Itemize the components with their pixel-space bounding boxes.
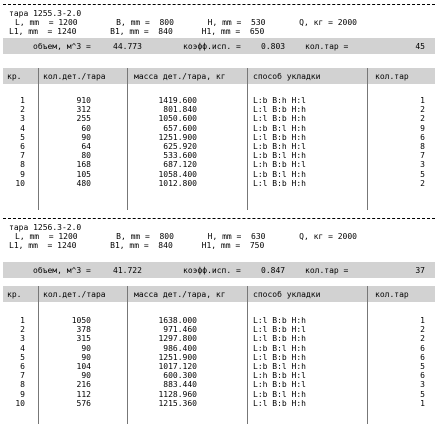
cell-crate: 9: [20, 389, 25, 399]
cell-parts-count: 80: [81, 151, 91, 161]
cell-crate: 7: [20, 371, 25, 381]
cell-container-count: 6: [420, 343, 425, 353]
coef-value: 0.803: [261, 42, 286, 51]
cell-parts-count: 90: [81, 352, 91, 362]
cell-container-count: 6: [420, 371, 425, 381]
table-row: [3, 105, 435, 114]
header-crate: кр.: [7, 290, 22, 299]
table-row: [3, 96, 435, 105]
cell-parts-count: 104: [76, 362, 91, 371]
table-row: [3, 142, 435, 151]
table-row: [3, 133, 435, 142]
cell-crate: 1: [20, 96, 25, 105]
container-block-2: [3, 218, 435, 423]
coef-label: коэфф.исп. =: [183, 42, 241, 51]
cell-crate: 5: [20, 352, 25, 362]
cell-parts-count: 312: [76, 105, 91, 115]
dimensions-line-1: L, mm = 1200 B, mm = 800 H, mm = 630 Q, кг = 2000: [15, 232, 357, 241]
cell-crate: 7: [20, 151, 25, 161]
container-block-1: [3, 4, 435, 209]
cell-mass: 1017.120: [158, 362, 197, 371]
table-row: [3, 362, 435, 371]
cell-mass: 1215.360: [158, 398, 197, 408]
coef-label: коэфф.исп. =: [183, 266, 241, 275]
cell-crate: 9: [20, 169, 25, 179]
cell-crate: 3: [20, 114, 25, 124]
cell-packing-method: L:h B:b H:l: [253, 160, 306, 170]
cell-packing-method: L:b B:l H:h: [253, 123, 306, 133]
cell-parts-count: 90: [81, 371, 91, 381]
count-value: 45: [415, 42, 425, 51]
cell-crate: 10: [15, 398, 25, 408]
cell-packing-method: L:l B:b H:h: [253, 398, 306, 408]
header-packing-method: способ укладки: [253, 290, 321, 299]
table-row: [3, 325, 435, 334]
table-row: [3, 344, 435, 353]
cell-packing-method: L:h B:b H:l: [253, 371, 306, 381]
header-packing-method: способ укладки: [253, 72, 321, 81]
volume-label: объем, м^3 =: [33, 266, 91, 275]
cell-crate: 4: [20, 343, 25, 353]
cell-packing-method: L:l B:b H:h: [253, 334, 306, 344]
cell-packing-method: L:b B:l H:h: [253, 343, 306, 353]
header-container-count: кол.тар: [375, 72, 409, 81]
cell-container-count: 1: [420, 96, 425, 105]
header-parts-per-container: кол.дет./тара: [43, 290, 106, 299]
cell-packing-method: L:l B:b H:h: [253, 178, 306, 188]
cell-mass: 801.840: [163, 105, 197, 115]
cell-crate: 6: [20, 362, 25, 371]
cell-mass: 1050.600: [158, 114, 197, 124]
cell-container-count: 2: [420, 105, 425, 115]
cell-crate: 2: [20, 105, 25, 115]
cell-mass: 533.600: [163, 151, 197, 161]
cell-container-count: 8: [420, 142, 425, 151]
dimensions-line-1: L, mm = 1200 B, mm = 800 H, mm = 530 Q, кг = 2000: [15, 18, 357, 27]
cell-container-count: 1: [420, 398, 425, 408]
cell-mass: 986.400: [163, 343, 197, 353]
cell-parts-count: 576: [76, 398, 91, 408]
cell-container-count: 5: [420, 169, 425, 179]
cell-mass: 883.440: [163, 380, 197, 390]
header-container-count: кол.тар: [375, 290, 409, 299]
cell-crate: 2: [20, 325, 25, 335]
header-mass-per-container: масса дет./тара, кг: [134, 72, 226, 81]
cell-parts-count: 168: [76, 160, 91, 170]
cell-parts-count: 216: [76, 380, 91, 390]
dimensions-line-2: L1, mm = 1240 B1, mm = 840 H1, mm = 650: [9, 27, 265, 36]
cell-container-count: 6: [420, 352, 425, 362]
cell-crate: 8: [20, 380, 25, 390]
cell-parts-count: 64: [81, 142, 91, 151]
count-label: кол.тар =: [305, 42, 349, 51]
cell-mass: 600.300: [163, 371, 197, 381]
top-dashed-rule: [3, 4, 435, 5]
cell-container-count: 1: [420, 316, 425, 325]
cell-mass: 687.120: [163, 160, 197, 170]
table-row: [3, 179, 435, 188]
table-row: [3, 371, 435, 380]
table-row: [3, 160, 435, 169]
volume-label: объем, м^3 =: [33, 42, 91, 51]
cell-mass: 625.920: [163, 142, 197, 151]
cell-mass: 1251.900: [158, 352, 197, 362]
cell-packing-method: L:l B:b H:h: [253, 132, 306, 142]
coef-value: 0.847: [261, 266, 286, 275]
table-row: [3, 170, 435, 179]
cell-container-count: 9: [420, 123, 425, 133]
table-row: [3, 316, 435, 325]
table-row: [3, 399, 435, 408]
cell-parts-count: 255: [76, 114, 91, 124]
cell-container-count: 5: [420, 389, 425, 399]
cell-container-count: 2: [420, 114, 425, 124]
container-title: тара 1255.3-2.0: [9, 9, 82, 18]
table-row: [3, 380, 435, 389]
cell-mass: 1128.960: [158, 389, 197, 399]
dimensions-line-2: L1, mm = 1240 B1, mm = 840 H1, mm = 750: [9, 241, 265, 250]
table-row: [3, 334, 435, 343]
table-row: [3, 151, 435, 160]
cell-packing-method: L:b B:h H:l: [253, 142, 306, 151]
cell-parts-count: 105: [76, 169, 91, 179]
cell-parts-count: 112: [76, 389, 91, 399]
cell-mass: 1638.000: [158, 316, 197, 325]
header-crate: кр.: [7, 72, 22, 81]
cell-mass: 1419.600: [158, 96, 197, 105]
cell-container-count: 2: [420, 325, 425, 335]
cell-packing-method: L:h B:b H:l: [253, 380, 306, 390]
cell-packing-method: L:b B:l H:h: [253, 389, 306, 399]
cell-parts-count: 378: [76, 325, 91, 335]
cell-packing-method: L:l B:b H:h: [253, 114, 306, 124]
top-dashed-rule: [3, 218, 435, 219]
header-parts-per-container: кол.дет./тара: [43, 72, 106, 81]
cell-packing-method: L:l B:b H:h: [253, 352, 306, 362]
count-label: кол.тар =: [305, 266, 349, 275]
cell-parts-count: 90: [81, 343, 91, 353]
cell-packing-method: L:b B:l H:h: [253, 151, 306, 161]
cell-container-count: 6: [420, 132, 425, 142]
cell-packing-method: L:l B:b H:h: [253, 105, 306, 115]
cell-crate: 10: [15, 178, 25, 188]
cell-container-count: 2: [420, 178, 425, 188]
cell-parts-count: 60: [81, 123, 91, 133]
cell-crate: 6: [20, 142, 25, 151]
cell-packing-method: L:l B:b H:l: [253, 325, 306, 335]
cell-crate: 3: [20, 334, 25, 344]
cell-packing-method: L:b B:h H:l: [253, 96, 306, 105]
header-mass-per-container: масса дет./тара, кг: [134, 290, 226, 299]
cell-packing-method: L:b B:l H:h: [253, 362, 306, 371]
cell-mass: 1012.800: [158, 178, 197, 188]
cell-mass: 1251.900: [158, 132, 197, 142]
table-row: [3, 114, 435, 123]
cell-crate: 5: [20, 132, 25, 142]
cell-packing-method: L:b B:l H:h: [253, 169, 306, 179]
table-row: [3, 390, 435, 399]
cell-parts-count: 90: [81, 132, 91, 142]
cell-mass: 1058.400: [158, 169, 197, 179]
cell-parts-count: 480: [76, 178, 91, 188]
cell-crate: 1: [20, 316, 25, 325]
cell-mass: 971.460: [163, 325, 197, 335]
cell-parts-count: 1050: [71, 316, 91, 325]
cell-container-count: 3: [420, 160, 425, 170]
table-row: [3, 353, 435, 362]
table-row: [3, 124, 435, 133]
container-title: тара 1256.3-2.0: [9, 223, 82, 232]
count-value: 37: [415, 266, 425, 275]
cell-mass: 1297.800: [158, 334, 197, 344]
cell-container-count: 5: [420, 362, 425, 371]
cell-crate: 4: [20, 123, 25, 133]
cell-crate: 8: [20, 160, 25, 170]
cell-parts-count: 315: [76, 334, 91, 344]
volume-value: 44.773: [113, 42, 142, 51]
cell-container-count: 2: [420, 334, 425, 344]
cell-packing-method: L:l B:b H:h: [253, 316, 306, 325]
cell-container-count: 7: [420, 151, 425, 161]
cell-mass: 657.600: [163, 123, 197, 133]
cell-container-count: 3: [420, 380, 425, 390]
cell-parts-count: 910: [76, 96, 91, 105]
volume-value: 41.722: [113, 266, 142, 275]
